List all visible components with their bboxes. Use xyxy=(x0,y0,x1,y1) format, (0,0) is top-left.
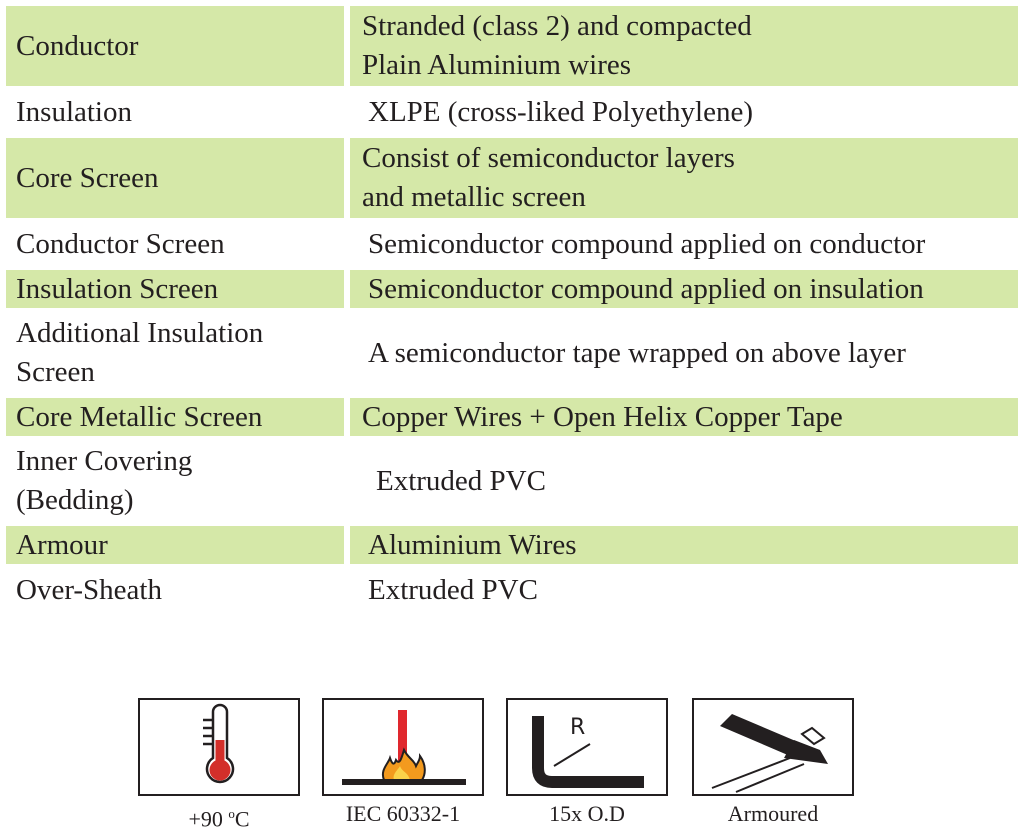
spec-row-conductor-screen xyxy=(6,223,1018,265)
spec-value: XLPE (cross-liked Polyethylene) xyxy=(368,95,753,128)
spec-label: Insulation xyxy=(16,95,132,128)
radius-glyph: R xyxy=(570,715,586,740)
bending-radius-caption: 15x O.D xyxy=(549,801,625,826)
icon-item-flame-test xyxy=(322,698,488,826)
property-icons xyxy=(138,698,858,830)
spec-value: Extruded PVC xyxy=(368,573,538,606)
icon-item-bending-radius xyxy=(506,698,672,826)
spec-label: Armour xyxy=(6,526,344,564)
spec-value: A semiconductor tape wrapped on above layer xyxy=(368,336,906,369)
thermometer-icon xyxy=(138,698,300,796)
spec-row-insulation xyxy=(6,91,1018,133)
spec-value: Semiconductor compound applied on conductor xyxy=(368,227,926,260)
spec-row-armour xyxy=(6,526,1018,564)
spec-value: Extruded PVC xyxy=(376,464,546,497)
spec-label: Core Metallic Screen xyxy=(6,398,344,436)
spec-label: Over-Sheath xyxy=(16,573,162,606)
spec-label: Insulation Screen xyxy=(6,270,344,308)
spec-label: Inner Covering (Bedding) xyxy=(16,445,193,516)
flame-test-caption: IEC 60332-1 xyxy=(345,801,461,826)
spec-row-additional-insulation-screen xyxy=(6,313,1018,393)
armoured-icon xyxy=(692,698,854,796)
spec-row-insulation-screen xyxy=(6,270,1018,308)
spec-row-inner-covering xyxy=(6,441,1018,521)
spec-row-over-sheath xyxy=(6,569,1018,611)
icon-item-temperature xyxy=(138,698,304,831)
spec-value: Semiconductor compound applied on insulation xyxy=(350,270,1018,308)
bending-radius-icon xyxy=(506,698,668,796)
spec-label: Core Screen xyxy=(6,138,344,218)
spec-value: Consist of semiconductor layers and metallic screen xyxy=(350,138,1018,218)
icon-item-armoured xyxy=(692,698,858,826)
spec-label: Conductor Screen xyxy=(16,227,225,260)
spec-row-conductor xyxy=(6,6,1018,86)
spec-label: Additional Insulation Screen xyxy=(16,317,264,388)
flame-test-icon xyxy=(322,698,484,796)
temperature-caption: +90 $^o$C xyxy=(188,806,250,831)
spec-value: Aluminium Wires xyxy=(350,526,1018,564)
spec-row-core-screen xyxy=(6,138,1018,218)
armoured-caption: Armoured xyxy=(727,801,819,826)
cable-spec-table xyxy=(6,6,1018,616)
spec-value: Stranded (class 2) and compacted Plain Aluminium wires xyxy=(350,6,1018,86)
spec-value: Copper Wires + Open Helix Copper Tape xyxy=(350,398,1018,436)
spec-row-core-metallic-screen xyxy=(6,398,1018,436)
spec-label: Conductor xyxy=(6,6,344,86)
